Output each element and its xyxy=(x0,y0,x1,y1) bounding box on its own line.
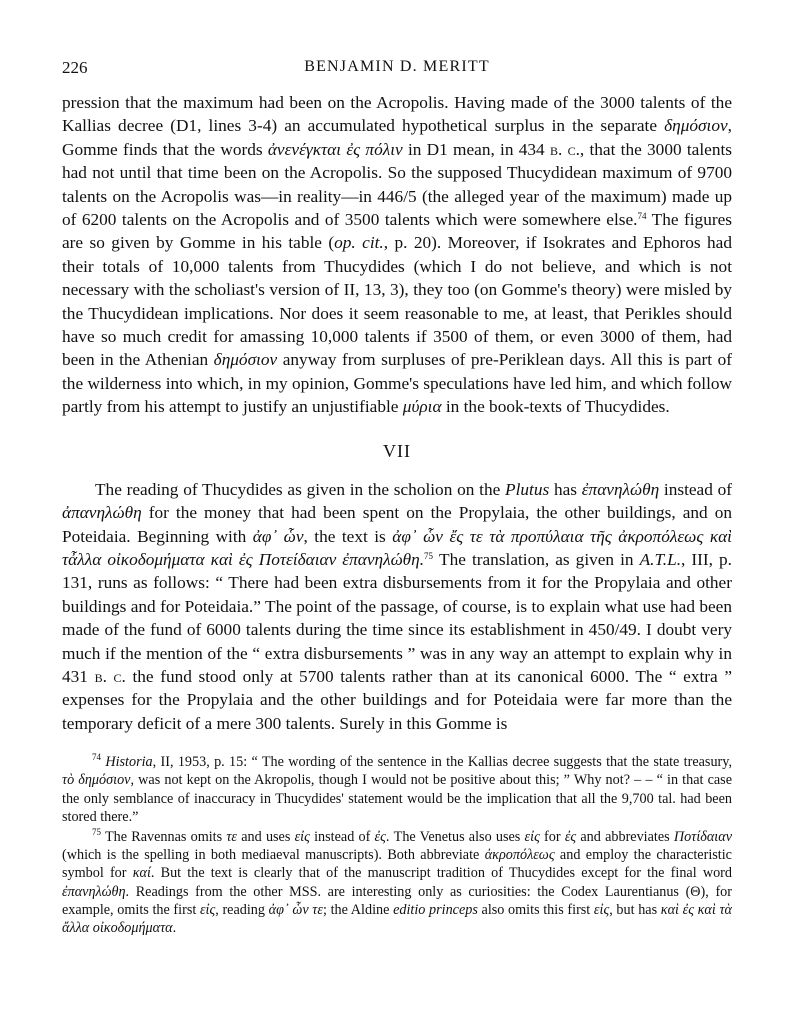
small-caps-text: b. c. xyxy=(94,666,126,686)
italic-text: δημόσιον xyxy=(213,350,278,370)
italic-text: ἀκροπόλεως xyxy=(484,847,555,864)
text-run: instead of xyxy=(309,828,375,845)
italic-text: ἐς xyxy=(374,828,386,845)
footnote-ref: 74 xyxy=(637,211,647,222)
paragraph-2 xyxy=(62,478,732,735)
italic-text: Historia xyxy=(105,754,153,771)
text-run: in D1 mean, in 434 xyxy=(402,139,550,159)
italic-text: ἐπανηλώθη xyxy=(62,883,126,900)
text-run: , that the 3000 talents had not until that time been on the Acropolis. So the supposed Thucydidean maximum of 9700 talents on the Acropolis was—in reality—in 446/5 (the alleged year of the maximum) made up of 6200 talents on the Acropolis and of 3500 talents which were somewhere else. xyxy=(62,139,732,230)
italic-text: ἀφ᾽ ὧν τε xyxy=(268,901,323,918)
italic-text: ἐπανηλώθη xyxy=(581,479,660,499)
italic-text: ἀφ᾽ ὧν xyxy=(252,526,304,546)
text-run: has xyxy=(549,479,582,499)
text-run: anyway from surpluses of pre-Periklean days. All this is part of the wilderness into which, in my opinion, Gomme's speculations have led him, and which follow partly from his attempt to justify an unjustifiable xyxy=(62,350,732,417)
italic-text: καί xyxy=(132,865,151,882)
text-run: in the book-texts of Thucydides. xyxy=(441,397,670,417)
text-run: for xyxy=(539,828,565,845)
italic-text: τε xyxy=(226,828,238,845)
text-run: , reading xyxy=(215,901,269,918)
italic-text: editio princeps xyxy=(393,901,478,918)
italic-text: τὸ δημόσιον xyxy=(62,772,131,789)
text-run: . The Venetus also uses xyxy=(385,828,525,845)
page-header xyxy=(62,58,732,80)
footnote-ref: 75 xyxy=(424,550,434,561)
italic-text: εἰς xyxy=(294,828,310,845)
text-run: and employ the characteristic symbol for xyxy=(62,847,732,882)
italic-text: μύρια xyxy=(402,397,442,417)
italic-text: εἰς xyxy=(199,901,216,918)
italic-text: ἀπανηλώθη xyxy=(62,503,142,523)
text-run: also omits this first xyxy=(477,901,594,918)
italic-text: καὶ ἐς καὶ τὰ ἄλλα οἰκοδομήματα xyxy=(62,901,732,936)
text-run: , III, p. 131, runs as follows: “ There had been extra disbursements from it for the Propylaia and other buildings and for Poteidaia.” The point of the passage, of course, is to explain what use had been made of the fund of 6000 talents during the time since its establishment in 450/49. I doubt very much if the mention of the “ extra disbursements ” was in any way an attempt to explain why in 431 xyxy=(62,549,732,686)
text-run: , Gomme finds that the words xyxy=(62,116,732,159)
text-run: The figures are so given by Gomme in his table ( xyxy=(62,210,732,253)
text-run: (which is the spelling in both mediaeval manuscripts). Both abbreviate xyxy=(62,847,485,864)
footnotes xyxy=(62,753,732,937)
footnote-ref: 74 xyxy=(92,752,101,763)
text-run: pression that the maximum had been on the Acropolis. Having made of the 3000 talents of the Kallias decree (D1, lines 3-4) an accumulated hypothetical surplus in the separate xyxy=(62,93,732,136)
text-run: . xyxy=(172,919,177,936)
italic-text: εἰς xyxy=(593,901,610,918)
text-run: , the text is xyxy=(303,526,393,546)
text-run: , but has xyxy=(609,901,661,918)
paragraph-1 xyxy=(62,91,732,419)
italic-text: Ποτίδαιαν xyxy=(673,828,732,845)
footnote-ref: 75 xyxy=(92,826,101,837)
section-heading: VII xyxy=(383,440,411,461)
italic-text: εἰς xyxy=(524,828,540,845)
italic-text: ἐς xyxy=(564,828,577,845)
small-caps-text: b. c. xyxy=(549,139,580,159)
text-run: for the money that had been spent on the Propylaia, the other buildings, and on Poteidaia. Beginning with xyxy=(62,503,732,546)
running-head: BENJAMIN D. MERITT xyxy=(304,58,490,75)
text-run: The reading of Thucydides as given in the scholion on the xyxy=(95,479,506,499)
footnote-75 xyxy=(62,828,732,937)
text-run: , p. 20). Moreover, if Isokrates and Ephoros had their totals of 10,000 talents from Thucydides (which I do not believe, and which is not necessary with the scholiast's version of II, 13, 3), they too (on Gomme's theory) were misled by the Thucydidean implications. Nor does it seem reasonable to me, at least, that Perikles should have so much credit for amassing 10,000 talents if 3500 of them, or even 3000 of them, had been in the Athenian xyxy=(62,233,732,370)
text-run: . Readings from the other MSS. are interesting only as curiosities: the Codex Laurentianus (Θ), for example, omits the first xyxy=(62,883,732,918)
page-body xyxy=(62,91,732,939)
text-run: and abbreviates xyxy=(576,828,674,845)
italic-text: op. cit. xyxy=(334,233,384,253)
italic-text: A.T.L. xyxy=(639,549,682,569)
text-run: ; the Aldine xyxy=(322,901,394,918)
text-run: The translation, as given in xyxy=(433,549,640,569)
page-number: 226 xyxy=(62,58,88,77)
italic-text: ἀφ᾽ ὧν ἔς τε τὰ προπύλαια τῆς ἀκροπόλεως καὶ τἆλλα οἰκοδομήματα καὶ ἐς Ποτείδαιαν ἐπανηλώθη. xyxy=(62,526,732,569)
text-run: instead of xyxy=(659,479,732,499)
footnote-74 xyxy=(62,753,732,826)
text-run: , II, 1953, p. 15: “ The wording of the sentence in the Kallias decree suggests that the state treasury, xyxy=(152,754,732,771)
text-run: and uses xyxy=(237,828,295,845)
text-run: . But the text is clearly that of the manuscript tradition of Thucydides except for the final word xyxy=(150,865,732,882)
text-run: The Ravennas omits xyxy=(101,828,227,845)
italic-text: ἀνενέγκται ἐς πόλιν xyxy=(267,139,403,159)
italic-text: Plutus xyxy=(505,479,550,499)
italic-text: δημόσιον xyxy=(664,116,728,136)
text-run: , was not kept on the Akropolis, though I would not be positive about this; ” Why not? – – “ in that case the only semblance of inaccuracy in Thucydides' statement would be the implication that all the 9,700 tal. had been stored there.” xyxy=(62,772,732,825)
text-run: the fund stood only at 5700 talents rather than at its canonical 6000. The “ extra ” expenses for the Propylaia and the other buildings and for Poteidaia were far more than the temporary deficit of a mere 300 talents. Surely in this Gomme is xyxy=(62,666,733,733)
